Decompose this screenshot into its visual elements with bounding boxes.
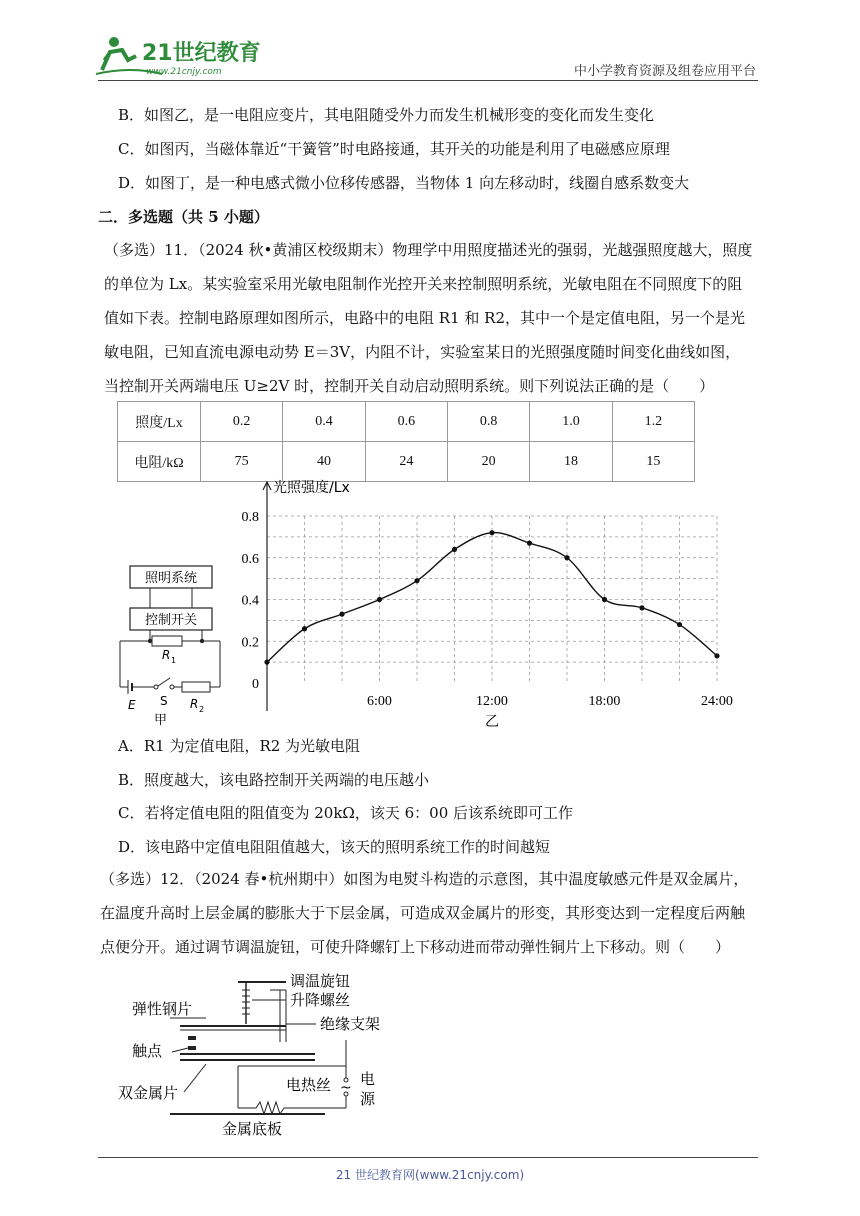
section-heading: 二．多选题（共 5 小题） bbox=[98, 208, 269, 226]
screw-label: 升降螺丝 bbox=[290, 991, 351, 1009]
q11-option-b: B．照度越大，该电路控制开关两端的电压越小 bbox=[118, 771, 430, 789]
table-cell: 1.2 bbox=[612, 402, 694, 442]
logo-url: www.21cnjy.com bbox=[146, 67, 222, 77]
r2-label: R bbox=[190, 697, 199, 711]
q11-text: （多选）11．（2024 秋•黄浦区校级期末）物理学中用照度描述光的强弱，光越强照度越大，照度的单位为 Lx。某实验室采用光敏电阻制作光控开关来控制照明系统，光敏电阻在不同照度下的阻值如下表。控制电路原理如图所示，电路中的电阻 R1 和 R2，其中一个是定值电阻，另一个是光敏电阻，已知直流电源电动势 E＝3V，内阻不计，实验室某日的光照强度随时间变化曲线如图，当控制开关两端电压 U≥2V 时，控制开关自动启动照明系统。则下列说法正确的是（ ） bbox=[104, 241, 753, 395]
base-label: 金属底板 bbox=[222, 1120, 283, 1138]
q11-table bbox=[117, 401, 695, 482]
heater-label: 电热丝 bbox=[286, 1076, 332, 1094]
r1-subscript: 1 bbox=[171, 656, 177, 665]
table-cell: 24 bbox=[365, 442, 447, 482]
table-cell: 1.0 bbox=[530, 402, 612, 442]
source-label-2: 源 bbox=[360, 1090, 376, 1108]
chart-caption: 乙 bbox=[485, 714, 499, 728]
q11-option-d: D．该电路中定值电阻阻值越大，该天的照明系统工作的时间越短 bbox=[118, 838, 551, 856]
data-point bbox=[564, 555, 569, 560]
bracket-label: 绝缘支架 bbox=[320, 1015, 381, 1033]
control-switch-label: 控制开关 bbox=[144, 613, 198, 628]
table-cell: 电阻/kΩ bbox=[118, 442, 201, 482]
data-point bbox=[377, 597, 382, 602]
y-tick-label: 0 bbox=[252, 677, 259, 692]
table-cell: 40 bbox=[283, 442, 365, 482]
data-point bbox=[264, 660, 269, 665]
q11-option-c: C．若将定值电阻的阻值变为 20kΩ，该天 6：00 后该系统即可工作 bbox=[118, 804, 574, 822]
tilde-label: ~ bbox=[340, 1080, 352, 1096]
lighting-system-label: 照明系统 bbox=[144, 571, 198, 586]
footer-divider bbox=[98, 1157, 758, 1158]
table-cell: 18 bbox=[530, 442, 612, 482]
y-tick-label: 0.2 bbox=[241, 635, 259, 651]
data-point bbox=[302, 626, 307, 631]
data-point bbox=[639, 605, 644, 610]
q11-option-a: A．R1 为定值电阻，R2 为光敏电阻 bbox=[118, 737, 361, 755]
table-cell: 0.2 bbox=[201, 402, 283, 442]
table-cell: 0.4 bbox=[283, 402, 365, 442]
table-cell: 75 bbox=[201, 442, 283, 482]
x-tick-label: 24:00 bbox=[701, 694, 733, 709]
x-tick-label: 6:00 bbox=[367, 694, 392, 709]
logo-text: 21世纪教育 bbox=[142, 41, 261, 66]
x-tick-label: 12:00 bbox=[476, 694, 508, 709]
q12-text: （多选）12．（2024 春•杭州期中）如图为电熨斗构造的示意图，其中温度敏感元件是双金属片，在温度升高时上层金属的膨胀大于下层金属，可造成双金属片的形变，其形变达到一定程度后两触点便分开。通过调节调温旋钮，可使升降螺钉上下移动进而带动弹性铜片上下移动。则（ ） bbox=[100, 870, 749, 956]
table-cell: 照度/Lx bbox=[118, 402, 201, 442]
light-intensity-chart bbox=[230, 478, 740, 728]
table-cell: 20 bbox=[447, 442, 529, 482]
platform-name: 中小学教育资源及组卷应用平台 bbox=[573, 64, 756, 79]
table-cell: 0.6 bbox=[365, 402, 447, 442]
contact-label: 触点 bbox=[132, 1042, 163, 1060]
data-point bbox=[527, 541, 532, 546]
footer-text: 21 世纪教育网(www.21cnjy.com) bbox=[335, 1168, 525, 1182]
y-axis-label: 光照强度/Lx bbox=[273, 480, 350, 496]
data-point bbox=[489, 530, 494, 535]
r1-label: R bbox=[162, 648, 171, 662]
source-label: E bbox=[128, 698, 136, 712]
x-tick-label: 18:00 bbox=[588, 694, 621, 709]
bimetal-label: 双金属片 bbox=[118, 1084, 179, 1102]
r2-subscript: 2 bbox=[199, 705, 205, 714]
site-logo bbox=[92, 30, 267, 80]
table-row bbox=[118, 442, 695, 482]
data-point bbox=[714, 653, 719, 658]
iron-diagram bbox=[110, 968, 410, 1138]
data-point bbox=[414, 578, 419, 583]
circuit-diagram bbox=[110, 560, 240, 730]
header-divider bbox=[98, 80, 758, 81]
prev-option-c: C．如图丙，当磁体靠近“干簧管”时电路接通，其开关的功能是利用了电磁感应原理 bbox=[118, 140, 670, 158]
table-row bbox=[118, 402, 695, 442]
data-point bbox=[677, 622, 682, 627]
prev-option-d: D．如图丁，是一种电感式微小位移传感器，当物体 1 向左移动时，线圈自感系数变大 bbox=[118, 174, 690, 192]
data-point bbox=[602, 597, 607, 602]
y-tick-label: 0.4 bbox=[241, 593, 259, 609]
source-label-1: 电 bbox=[360, 1070, 376, 1088]
table-cell: 0.8 bbox=[447, 402, 529, 442]
y-tick-label: 0.8 bbox=[241, 510, 259, 525]
y-tick-label: 0.6 bbox=[241, 551, 259, 567]
data-point bbox=[452, 547, 457, 552]
prev-option-b: B．如图乙，是一电阻应变片，其电阻随受外力而发生机械形变的变化而发生变化 bbox=[118, 106, 655, 124]
table-cell: 15 bbox=[612, 442, 694, 482]
knob-label: 调温旋钮 bbox=[290, 972, 351, 990]
circuit-caption: 甲 bbox=[154, 713, 168, 728]
switch-label: S bbox=[160, 694, 168, 708]
data-point bbox=[339, 612, 344, 617]
spring-label: 弹性钢片 bbox=[132, 1000, 193, 1018]
